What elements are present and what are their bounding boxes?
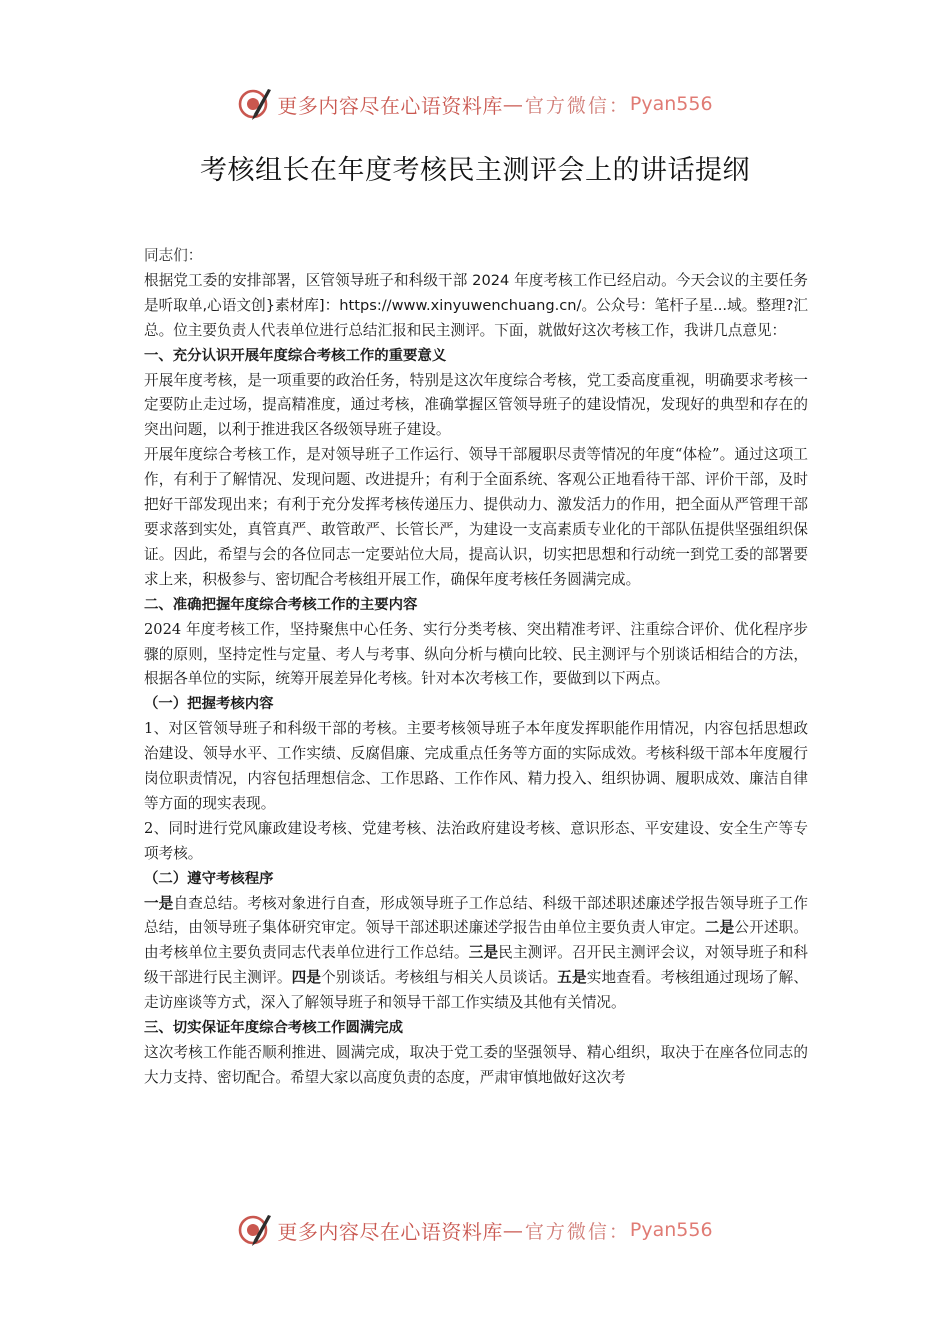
step-5-text: 实地查看。考核组通过现场了解、走访座谈等方式，深入了解领导班子和领导干部工作实绩及其他有关情况。 — [144, 969, 808, 1012]
step-1-text: 自查总结。考核对象进行自查，形成领导班子工作总结、科级干部述职述廉述学报告领导班子工作总结，由领导班子集体研究审定。领导干部述职述廉述学报告由单位主要负责人审定。 — [144, 894, 808, 937]
section-1-heading: 一、充分认识开展年度综合考核工作的重要意义 — [144, 347, 447, 364]
section-2-heading: 二、准确把握年度综合考核工作的主要内容 — [144, 596, 418, 613]
content-item-1: 1、对区管领导班子和科级干部的考核。主要考核领导班子本年度发挥职能作用情况，内容包括思想政治建设、领导水平、工作实绩、反腐倡廉、完成重点任务等方面的实际成效。考核科级干部本年度履行岗位职责情况，内容包括理想信念、工作思路、工作作风、精力投入、组织协调、履职成效、廉洁自律等方面的现实表现。 — [144, 720, 808, 812]
banner-wechat-id: Pyan556 — [629, 1219, 713, 1241]
step-2-text: 公开述职。由考核单位主要负责同志代表单位进行工作总结。 — [144, 919, 808, 962]
document-body — [144, 244, 808, 1091]
step-4-text: 个别谈话。考核组与相关人员谈话。 — [321, 969, 558, 987]
section-2-paragraph-1: 2024 年度考核工作，坚持聚焦中心任务、实行分类考核、突出精准考评、注重综合评价、优化程序步骤的原则，坚持定性与定量、考人与考事、纵向分析与横向比较、民主测评与个别谈话相结合的方法，根据各单位的实际，统筹开展差异化考核。针对本次考核工作，要做到以下两点。 — [144, 620, 808, 688]
bottom-banner — [0, 1210, 950, 1250]
banner-wechat-label: 官方微信： — [524, 94, 630, 117]
content-item-2: 2、同时进行党风廉政建设考核、党建考核、法治政府建设考核、意识形态、平安建设、安全生产等专项考核。 — [144, 819, 808, 862]
banner-text: 更多内容尽在心语资料库 — [277, 1219, 503, 1244]
document-title: 考核组长在年度考核民主测评会上的讲话提纲 — [200, 155, 750, 186]
section-3-heading: 三、切实保证年度综合考核工作圆满完成 — [144, 1020, 404, 1037]
banner-wechat-id: Pyan556 — [629, 93, 713, 115]
subsection-1-heading: （一）把握考核内容 — [144, 696, 274, 713]
brush-logo-icon — [237, 1212, 273, 1248]
step-2-label: 二是 — [704, 919, 735, 937]
step-4-label: 四是 — [291, 969, 322, 987]
brush-logo-icon — [237, 86, 273, 122]
procedure-paragraph — [144, 892, 808, 1017]
step-1-label: 一是 — [144, 894, 174, 912]
section-1-paragraph-1: 开展年度考核，是一项重要的政治任务，特别是这次年度综合考核，党工委高度重视，明确要求考核一定要防止走过场，提高精准度，通过考核，准确掌握区管领导班子的建设情况，发现好的典型和存在的突出问题，以利于推进我区各级领导班子建设。 — [144, 371, 808, 439]
greeting: 同志们： — [144, 247, 203, 264]
step-5-label: 五是 — [557, 969, 587, 987]
banner-text: 更多内容尽在心语资料库 — [277, 93, 503, 118]
top-banner — [0, 84, 950, 124]
section-3-paragraph-1: 这次考核工作能否顺利推进、圆满完成，取决于党工委的坚强领导、精心组织，取决于在座各位同志的大力支持、密切配合。希望大家以高度负责的态度，严肃审慎地做好这次考 — [144, 1044, 808, 1086]
step-3-label: 三是 — [468, 944, 499, 962]
intro-paragraph: 根据党工委的安排部署，区管领导班子和科级干部 2024 年度考核工作已经启动。今天会议的主要任务是听取单,心语文创}素材库]：https://www.xinyuwenchuang.cn/。公众号：笔杆子星...域。整理?汇总。位主要负责人代表单位进行总结汇报和民主测评。下面，就做好这次考核工作，我讲几点意见： — [144, 271, 808, 339]
banner-wechat-label: 官方微信： — [524, 1220, 630, 1243]
section-1-paragraph-2: 开展年度综合考核工作，是对领导班子工作运行、领导干部履职尽责等情况的年度“体检”。通过这项工作，有利于了解情况、发现问题、改进提升；有利于全面系统、客观公正地看待干部、评价干部，及时把好干部发现出来；有利于充分发挥考核传递压力、提供动力、激发活力的作用，把全面从严管理干部要求落到实处，真管真严、敢管敢严、长管长严，为建设一支高素质专业化的干部队伍提供坚强组织保证。因此，希望与会的各位同志一定要站位大局，提高认识，切实把思想和行动统一到党工委的部署要求上来，积极参与、密切配合考核组开展工作，确保年度考核任务圆满完成。 — [144, 446, 808, 588]
banner-separator: — — [502, 92, 523, 116]
subsection-2-heading: （二）遵守考核程序 — [144, 870, 274, 887]
banner-separator: — — [502, 1218, 523, 1242]
step-3-text: 民主测评。召开民主测评会议，对领导班子和科级干部进行民主测评。 — [144, 944, 808, 987]
